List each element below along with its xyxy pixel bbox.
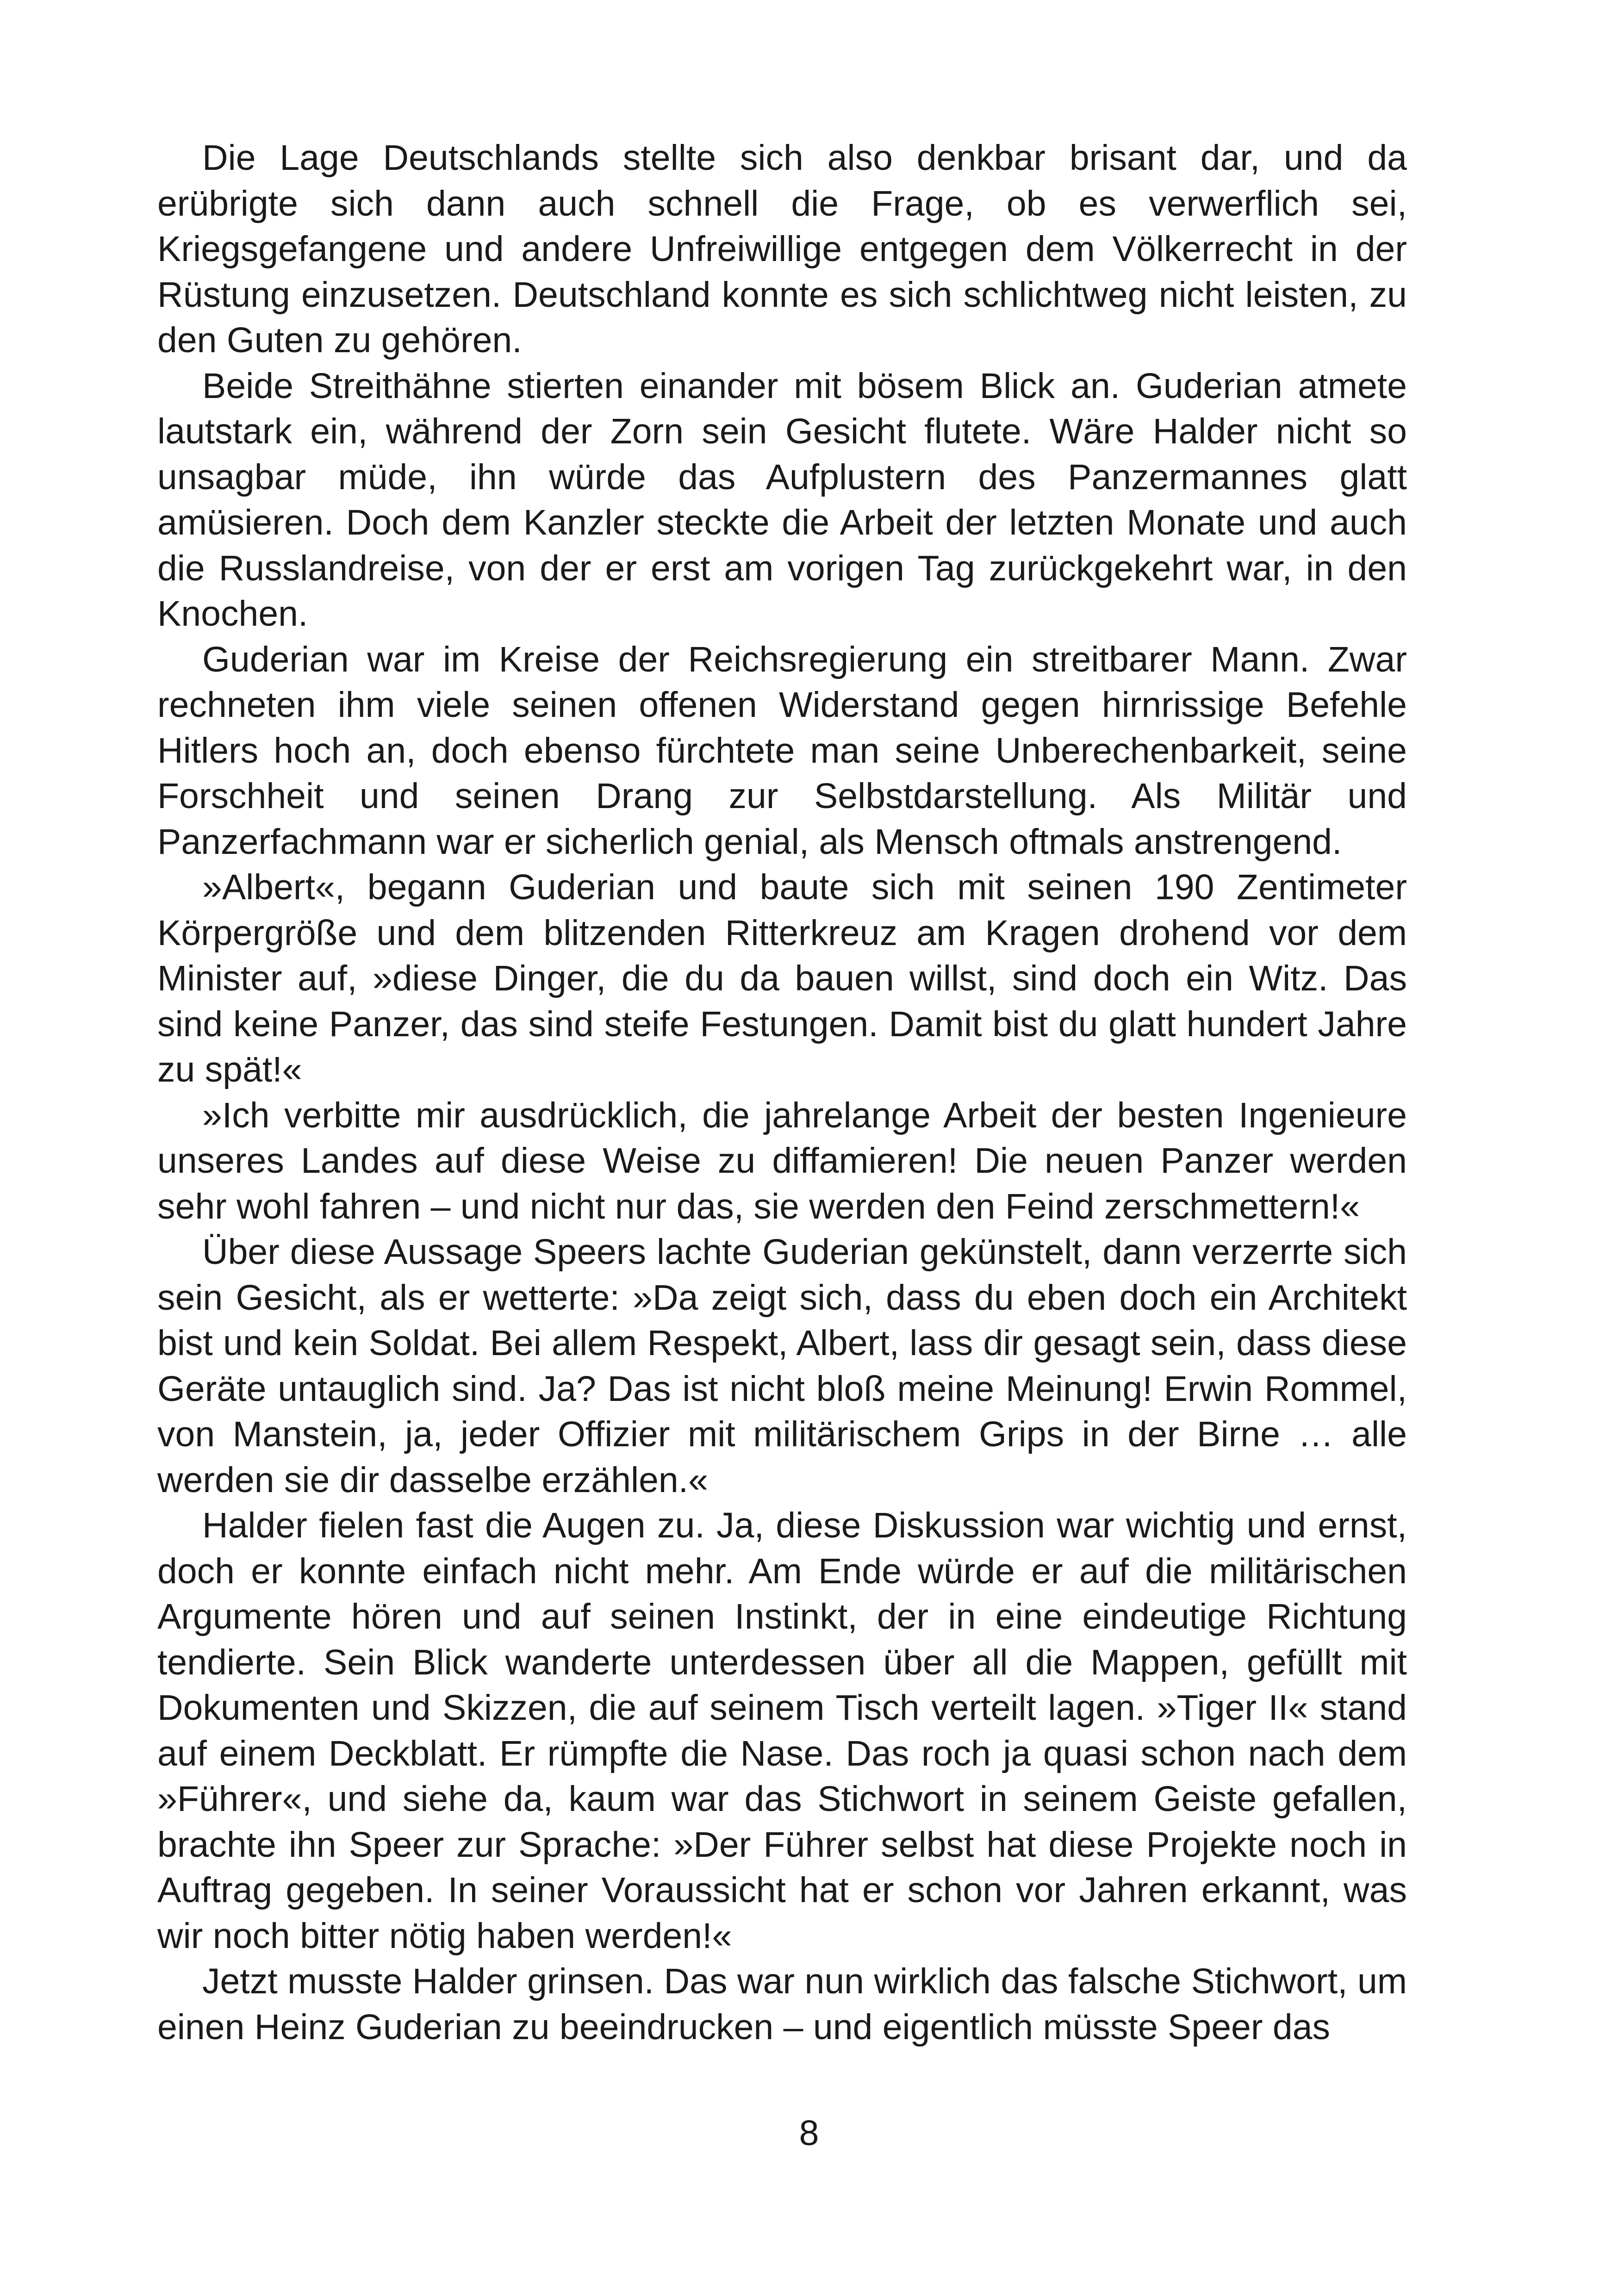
book-page-text (157, 135, 1407, 2050)
paragraph-8: Jetzt musste Halder grinsen. Das war nun wirklich das falsche Stichwort, um einen Heinz Guderian zu beeindrucken – und eigentlich müsste Speer das (157, 1961, 1407, 2047)
paragraph-5: »Ich verbitte mir ausdrücklich, die jahrelange Arbeit der besten Ingenieure unseres Landes auf diese Weise zu diffamieren! Die neuen Panzer werden sehr wohl fahren – und nicht nur das, sie werden den Feind zerschmettern!« (157, 1095, 1407, 1226)
paragraph-1: Die Lage Deutschlands stellte sich also denkbar brisant dar, und da erübrigte sich dann auch schnell die Frage, ob es verwerflich sei, Kriegsgefangene und andere Unfreiwillige entgegen dem Völkerrecht in der Rüstung einzusetzen. Deutschland konnte es sich schlichtweg nicht leisten, zu den Guten zu gehören. (157, 138, 1407, 360)
paragraph-3: Guderian war im Kreise der Reichsregierung ein streitbarer Mann. Zwar rechneten ihm viele seinen offenen Widerstand gegen hirnrissige Befehle Hitlers hoch an, doch ebenso fürchtete man seine Unberechenbarkeit, seine Forschheit und seinen Drang zur Selbstdarstellung. Als Militär und Panzerfachmann war er sicherlich genial, als Mensch oftmals anstrengend. (157, 639, 1407, 862)
paragraph-7: Halder fielen fast die Augen zu. Ja, diese Diskussion war wichtig und ernst, doch er konnte einfach nicht mehr. Am Ende würde er auf die militärischen Argumente hören und auf seinen Instinkt, der in eine eindeutige Richtung tendierte. Sein Blick wanderte unterdessen über all die Mappen, gefüllt mit Dokumenten und Skizzen, die auf seinem Tisch verteilt lagen. »Tiger II« stand auf einem Deckblatt. Er rümpfte die Nase. Das roch ja quasi schon nach dem »Führer«, und siehe da, kaum war das Stichwort in seinem Geiste gefallen, brachte ihn Speer zur Sprache: »Der Führer selbst hat diese Projekte noch in Auftrag gegeben. In seiner Voraussicht hat er schon vor Jahren erkannt, was wir noch bitter nötig haben werden!« (157, 1506, 1407, 1956)
page-number: 8 (799, 2113, 819, 2153)
paragraph-2: Beide Streithähne stierten einander mit bösem Blick an. Guderian atmete lautstark ein, während der Zorn sein Gesicht flutete. Wäre Halder nicht so unsagbar müde, ihn würde das Aufplustern des Panzermannes glatt amüsieren. Doch dem Kanzler steckte die Arbeit der letzten Monate und auch die Russlandreise, von der er erst am vorigen Tag zurückgekehrt war, in den Knochen. (157, 366, 1407, 634)
paragraph-4: »Albert«, begann Guderian und baute sich mit seinen 190 Zentimeter Körpergröße und dem blitzenden Ritterkreuz am Kragen drohend vor dem Minister auf, »diese Dinger, die du da bauen willst, sind doch ein Witz. Das sind keine Panzer, das sind steife Festungen. Damit bist du glatt hundert Jahre zu spät!« (157, 867, 1407, 1089)
paragraph-6: Über diese Aussage Speers lachte Guderian gekünstelt, dann verzerrte sich sein Gesicht, als er wetterte: »Da zeigt sich, dass du eben doch ein Architekt bist und kein Soldat. Bei allem Respekt, Albert, lass dir gesagt sein, dass diese Geräte untauglich sind. Ja? Das ist nicht bloß meine Meinung! Erwin Rommel, von Manstein, ja, jeder Offizier mit militärischem Grips in der Birne … alle werden sie dir dasselbe erzählen.« (157, 1232, 1407, 1500)
